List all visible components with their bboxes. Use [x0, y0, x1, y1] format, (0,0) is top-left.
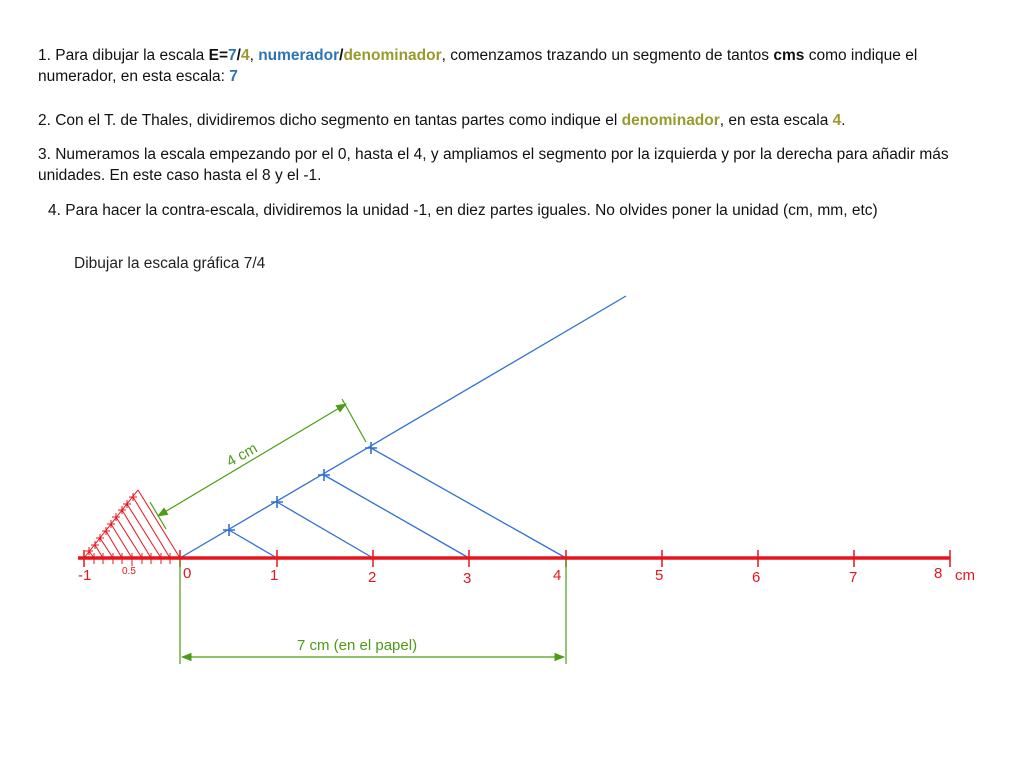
- oblique-mark-1: [223, 524, 235, 536]
- unit-label: cm: [955, 567, 975, 584]
- oblique-dimension: [150, 399, 366, 529]
- oblique-dimension-label: 4 cm: [223, 439, 261, 471]
- diagram-title: Dibujar la escala gráfica 7/4: [74, 255, 266, 272]
- step-4-text: 4. Para hacer la contra-escala, dividiremos la unidad -1, en diez partes iguales. No olvides poner la unidad (cm, mm, etc): [48, 202, 878, 219]
- tick-label: 8: [934, 565, 943, 582]
- contra-parallel: [106, 531, 122, 558]
- tick-label: 3: [463, 570, 472, 587]
- oblique-extension-line: [342, 399, 366, 442]
- parallel-line-1: [229, 530, 277, 558]
- tick-label: -1: [78, 567, 92, 584]
- oblique-line: [180, 296, 626, 558]
- tick-label: 4: [553, 567, 562, 584]
- step-2-text: 2. Con el T. de Thales, dividiremos dicho segmento en tantas partes como indique el denominador, en esta escala 4.: [38, 112, 846, 129]
- tick-label: 5: [655, 567, 664, 584]
- step-3-text: 3. Numeramos la escala empezando por el 0, hasta el 4, y ampliamos el segmento por la izquierda y por la derecha para añadir más unidades. En este caso hasta el 8 y el -1.: [38, 146, 949, 184]
- parallel-line-2: [277, 502, 373, 558]
- contra-scale-fan: [84, 490, 180, 558]
- contra-parallel: [95, 545, 103, 558]
- contra-parallel: [100, 538, 113, 558]
- base-dimension-label: 7 cm (en el papel): [297, 637, 418, 654]
- tick-label: 2: [368, 569, 377, 586]
- tick-label: 6: [752, 569, 761, 586]
- oblique-dimension-line: [158, 404, 346, 516]
- tick-label: 1: [270, 567, 279, 584]
- contra-half-label: 0.5: [122, 566, 136, 577]
- contra-parallel: [111, 524, 132, 558]
- thales-parallels: [229, 448, 566, 558]
- tick-label: 7: [849, 569, 858, 586]
- parallel-line-4: [371, 448, 566, 558]
- contra-marks: [85, 493, 137, 555]
- step-1-text: 1. Para dibujar la escala E=7/4, numerador/denominador, comenzamos trazando un segmento de tantos cms como indique el numerador, en esta escala: 7: [38, 47, 918, 85]
- tick-label: 0: [183, 565, 192, 582]
- parallel-line-3: [324, 475, 469, 558]
